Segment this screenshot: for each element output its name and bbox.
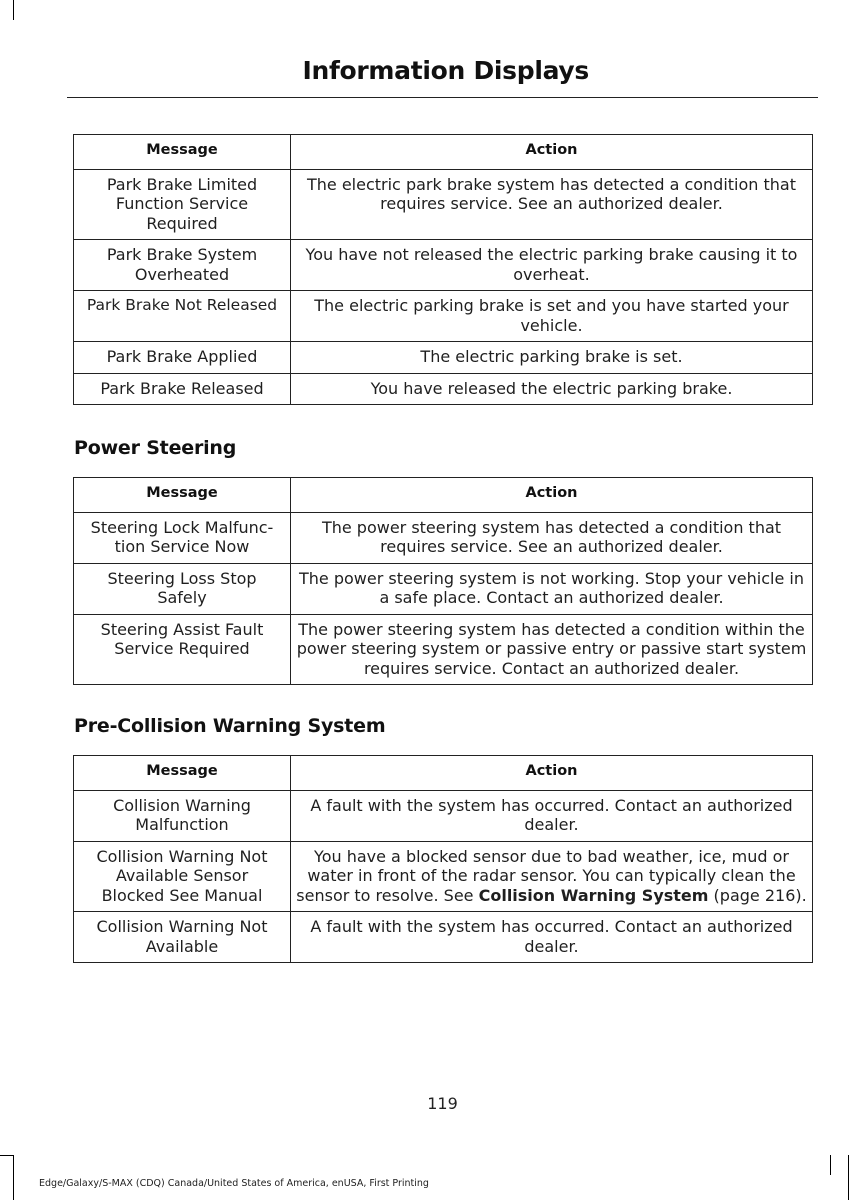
crop-mark-bottom-right-outer bbox=[848, 1155, 849, 1200]
crop-mark-bottom-right bbox=[830, 1155, 831, 1175]
message-cell: Park Brake Applied bbox=[74, 342, 291, 374]
action-cell: A fault with the system has occurred. Contact an authorized dealer. bbox=[291, 790, 813, 841]
action-text: You have a blocked sensor due to bad weather, ice, mud or water in front of the radar sensor. You can typically clean the sensor to resolve. See bbox=[296, 846, 796, 905]
action-cell: The electric parking brake is set and you have started your vehicle. bbox=[291, 291, 813, 342]
action-cell: You have released the electric parking brake. bbox=[291, 373, 813, 405]
message-cell: Collision Warning Malfunction bbox=[74, 790, 291, 841]
action-column-header: Action bbox=[291, 478, 813, 513]
message-column-header: Message bbox=[74, 135, 291, 170]
action-cell: The electric parking brake is set. bbox=[291, 342, 813, 374]
park-brake-table bbox=[73, 134, 813, 405]
page-number: 119 bbox=[427, 1094, 458, 1113]
action-cell: The power steering system is not working. Stop your vehicle in a safe place. Contact an authorized dealer. bbox=[291, 563, 813, 614]
message-cell: Collision Warning Not Available Sensor Blocked See Manual bbox=[74, 841, 291, 912]
pre-collision-table bbox=[73, 755, 813, 963]
power-steering-heading: Power Steering bbox=[74, 437, 237, 459]
table-row bbox=[74, 563, 813, 614]
table-row bbox=[74, 169, 813, 240]
table-row bbox=[74, 614, 813, 685]
power-steering-table bbox=[73, 477, 813, 685]
crop-mark-top-left bbox=[13, 0, 14, 20]
table-row bbox=[74, 240, 813, 291]
table-row bbox=[74, 790, 813, 841]
message-cell: Collision Warning Not Available bbox=[74, 912, 291, 963]
table-row bbox=[74, 912, 813, 963]
message-cell: Steering Lock Malfunc-tion Service Now bbox=[74, 512, 291, 563]
message-column-header: Message bbox=[74, 478, 291, 513]
action-cell: A fault with the system has occurred. Contact an authorized dealer. bbox=[291, 912, 813, 963]
table-row bbox=[74, 512, 813, 563]
crop-mark-bottom-left-outer bbox=[0, 1155, 13, 1156]
action-cell: The power steering system has detected a condition that requires service. See an authorized dealer. bbox=[291, 512, 813, 563]
table-row bbox=[74, 291, 813, 342]
table-header-row bbox=[74, 756, 813, 791]
action-cell bbox=[291, 841, 813, 912]
table-row bbox=[74, 342, 813, 374]
pre-collision-heading: Pre-Collision Warning System bbox=[74, 715, 386, 737]
action-text: (page 216). bbox=[708, 885, 807, 905]
message-column-header: Message bbox=[74, 756, 291, 791]
message-cell: Steering Assist Fault Service Required bbox=[74, 614, 291, 685]
message-cell: Park Brake Not Released bbox=[74, 291, 291, 342]
page-footer: Edge/Galaxy/S-MAX (CDQ) Canada/United States of America, enUSA, First Printing bbox=[39, 1178, 429, 1189]
title-divider bbox=[67, 97, 818, 98]
message-cell: Steering Loss Stop Safely bbox=[74, 563, 291, 614]
message-cell: Park Brake Released bbox=[74, 373, 291, 405]
table-header-row bbox=[74, 135, 813, 170]
cross-reference-link[interactable]: Collision Warning System bbox=[478, 885, 709, 905]
table-header-row bbox=[74, 478, 813, 513]
action-column-header: Action bbox=[291, 756, 813, 791]
table-row bbox=[74, 373, 813, 405]
action-column-header: Action bbox=[291, 135, 813, 170]
action-cell: The electric park brake system has detected a condition that requires service. See an authorized dealer. bbox=[291, 169, 813, 240]
message-cell: Park Brake System Overheated bbox=[74, 240, 291, 291]
page-title: Information Displays bbox=[302, 56, 589, 85]
table-row bbox=[74, 841, 813, 912]
action-cell: The power steering system has detected a condition within the power steering system or passive entry or passive start system requires service. Contact an authorized dealer. bbox=[291, 614, 813, 685]
message-cell: Park Brake Limited Function Service Required bbox=[74, 169, 291, 240]
action-cell: You have not released the electric parking brake causing it to overheat. bbox=[291, 240, 813, 291]
crop-mark-bottom-left bbox=[13, 1155, 14, 1200]
